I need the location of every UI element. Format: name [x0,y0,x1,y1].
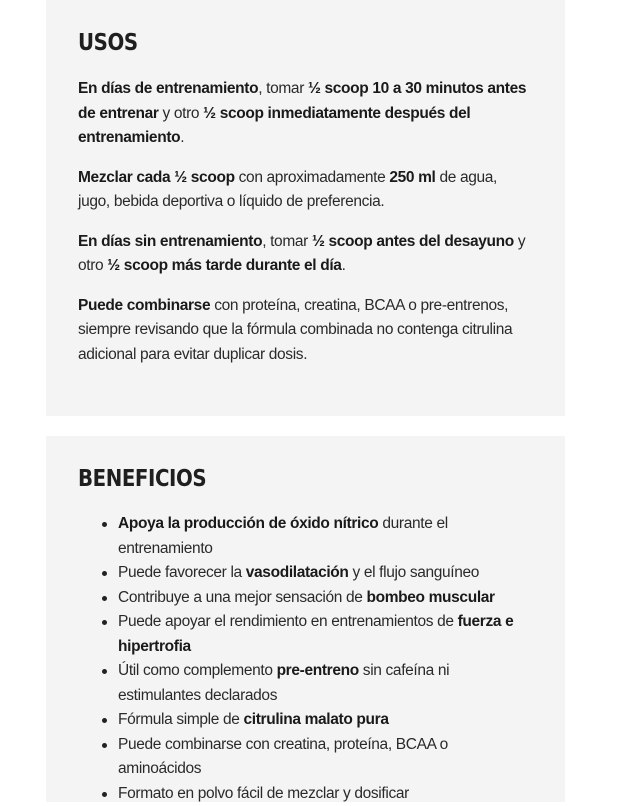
bold-text: 250 ml [389,169,435,186]
bold-text: Puede combinarse [78,297,210,314]
beneficio-item [118,512,528,561]
text-segment: . [342,257,346,274]
beneficio-item [118,586,528,611]
beneficio-item [118,610,528,659]
bold-text: ½ scoop antes del desayuno [312,233,514,250]
text-segment: Puede favorecer la [118,564,246,581]
bold-text: En días sin entrenamiento [78,233,262,250]
bold-text: vasodilatación [246,564,349,581]
text-segment: Útil como complemento [118,662,277,679]
beneficio-item [118,561,528,586]
text-segment: , tomar [258,80,308,97]
text-segment: y otro [159,105,204,122]
text-segment: . [180,129,184,146]
text-segment: de agua, jugo, bebida deportiva o líquido de preferencia. [78,169,497,211]
usos-heading: USOS [78,30,469,56]
text-segment: y otro [78,233,525,275]
beneficios-section [46,436,565,802]
text-segment: Fórmula simple de [118,711,244,728]
text-segment: sin cafeína ni estimulantes declarados [118,662,449,704]
text-segment: , tomar [262,233,312,250]
text-segment: con proteína, creatina, BCAA o pre-entrenos, siempre revisando que la fórmula combinada no contenga citrulina adicional para evitar duplicar dosis. [78,297,512,363]
beneficios-heading: BENEFICIOS [78,466,469,492]
text-segment: Puede combinarse con creatina, proteína, BCAA o aminoácidos [118,736,448,778]
bold-text: citrulina malato pura [244,711,389,728]
bold-text: ½ scoop más tarde durante el día [107,257,341,274]
text-segment: Contribuye a una mejor sensación de [118,589,366,606]
text-segment: durante el entrenamiento [118,515,448,557]
bold-text: En días de entrenamiento [78,80,258,97]
bold-text: ½ scoop 10 a 30 minutos antes de entrenar [78,80,526,122]
bold-text: bombeo muscular [366,589,494,606]
text-segment: con aproximadamente [235,169,390,186]
usos-paragraph [78,230,528,279]
text-segment: Puede apoyar el rendimiento en entrenamientos de [118,613,458,630]
usos-section [46,0,565,416]
usos-paragraph [78,294,528,368]
usos-paragraph [78,166,528,215]
bold-text: Mezclar cada ½ scoop [78,169,235,186]
beneficio-item [118,659,528,708]
beneficio-item [118,782,528,806]
text-segment: Formato en polvo fácil de mezclar y dosificar [118,785,409,802]
bold-text: pre-entreno [277,662,359,679]
usos-paragraph [78,77,528,151]
bold-text: fuerza e hipertrofia [118,613,513,655]
beneficio-item [118,708,528,733]
text-segment: y el flujo sanguíneo [349,564,480,581]
bold-text: Apoya la producción de óxido nítrico [118,515,378,532]
beneficios-list [78,512,533,806]
beneficio-item [118,733,528,782]
bold-text: ½ scoop inmediatamente después del entrenamiento [78,105,470,147]
